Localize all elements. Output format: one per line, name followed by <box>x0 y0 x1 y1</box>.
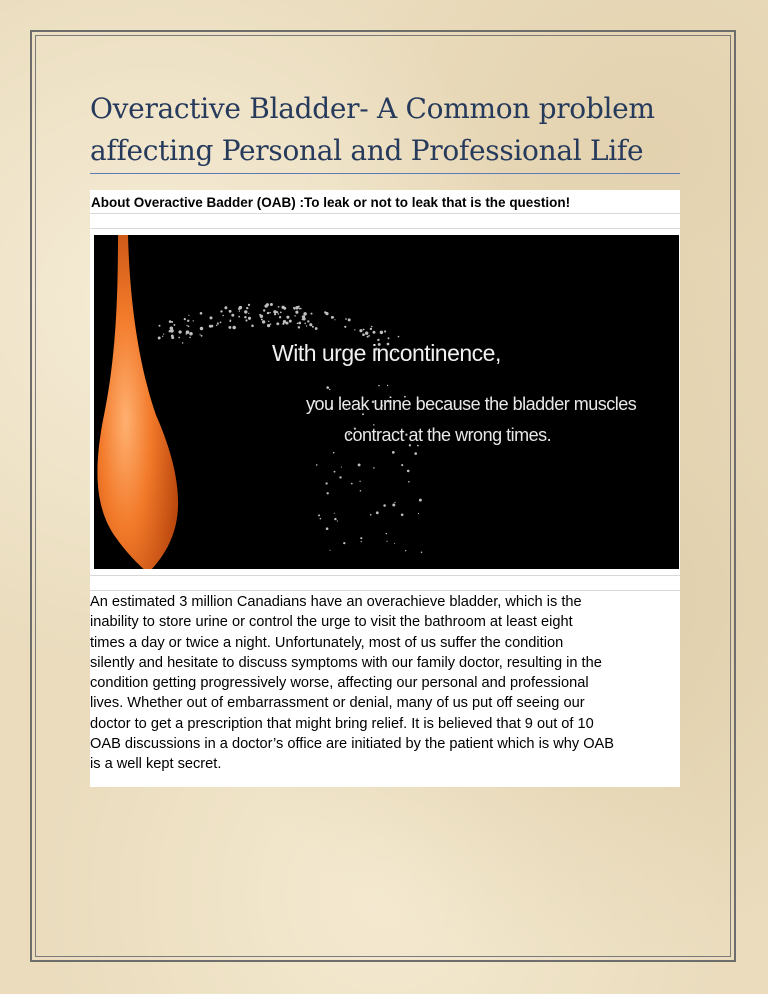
splash-droplet <box>359 329 362 332</box>
splash-droplet <box>384 330 386 332</box>
splash-droplet <box>281 306 284 309</box>
splash-droplet <box>239 310 241 312</box>
splash-droplet <box>363 329 365 331</box>
splash-droplet <box>339 476 341 478</box>
splash-droplet <box>383 504 386 507</box>
splash-droplet <box>189 337 191 339</box>
body-line: An estimated 3 million Canadians have an overachieve bladder, which is the <box>90 594 582 610</box>
splash-droplet <box>299 308 301 310</box>
splash-droplet <box>306 325 307 326</box>
splash-droplet <box>392 504 395 507</box>
splash-droplet <box>263 309 265 311</box>
splash-droplet <box>351 483 353 485</box>
splash-droplet <box>311 313 313 315</box>
title-line-1: Overactive Bladder- A Common problem <box>90 92 655 125</box>
splash-droplet <box>289 320 292 323</box>
splash-droplet <box>178 337 180 339</box>
splash-droplet <box>298 326 300 328</box>
splash-droplet <box>392 451 395 454</box>
splash-droplet <box>273 310 276 313</box>
splash-droplet <box>331 316 334 319</box>
splash-droplet <box>278 306 280 308</box>
splash-droplet <box>398 336 400 338</box>
incontinence-illustration <box>94 235 679 569</box>
splash-droplet <box>365 332 368 335</box>
splash-droplet <box>345 318 347 320</box>
splash-droplet <box>405 550 406 551</box>
splash-droplet <box>312 326 314 328</box>
splash-droplet <box>266 303 269 306</box>
splash-droplet <box>329 550 330 551</box>
splash-droplet <box>320 518 322 520</box>
splash-droplet <box>267 312 269 314</box>
splash-droplet <box>371 326 373 328</box>
splash-droplet <box>279 316 281 318</box>
splash-droplet <box>309 323 312 326</box>
splash-droplet <box>188 326 190 328</box>
splash-droplet <box>304 323 306 325</box>
splash-droplet <box>248 304 250 306</box>
splash-droplet <box>229 310 232 313</box>
splash-droplet <box>244 310 247 313</box>
splash-droplet <box>210 316 213 319</box>
splash-droplet <box>186 325 187 326</box>
splash-droplet <box>217 323 218 324</box>
splash-droplet <box>298 322 301 325</box>
splash-droplet <box>261 318 263 320</box>
splash-droplet <box>407 470 410 473</box>
splash-droplet <box>329 389 330 390</box>
splash-droplet <box>294 308 296 310</box>
splash-droplet <box>259 314 261 316</box>
caption-line-3: contract at the wrong times. <box>344 425 552 445</box>
splash-droplet <box>187 320 189 322</box>
splash-droplet <box>307 320 309 322</box>
splash-droplet <box>318 514 320 516</box>
splash-droplet <box>334 319 335 320</box>
splash-droplet <box>315 327 318 330</box>
splash-droplet <box>248 317 251 320</box>
body-line: doctor to get a prescription that might bring relief. It is believed that 9 out of 10 <box>90 715 594 732</box>
splash-droplet <box>200 312 203 315</box>
page-title <box>90 88 690 172</box>
splash-droplet <box>162 336 163 337</box>
splash-droplet <box>343 542 345 544</box>
splash-droplet <box>294 315 295 316</box>
splash-droplet <box>295 311 298 314</box>
splash-droplet <box>325 482 327 484</box>
splash-droplet <box>280 312 282 314</box>
splash-droplet <box>228 326 231 329</box>
splash-droplet <box>387 385 388 386</box>
splash-droplet <box>334 513 335 514</box>
body-line: silently and hesitate to discuss symptoms with our family doctor, resulting in the <box>90 654 602 671</box>
splash-droplet <box>394 543 395 544</box>
splash-droplet <box>337 520 338 521</box>
splash-droplet <box>163 334 164 335</box>
splash-droplet <box>222 315 224 317</box>
splash-droplet <box>201 335 203 337</box>
splash-droplet <box>401 514 404 517</box>
splash-droplet <box>368 335 370 337</box>
splash-droplet <box>200 327 204 331</box>
splash-droplet <box>376 511 379 514</box>
splash-droplet <box>171 336 174 339</box>
splash-droplet <box>238 316 240 318</box>
splash-droplet <box>324 311 326 313</box>
caption-headline: With urge incontinence, <box>272 340 501 366</box>
splash-droplet <box>370 328 372 330</box>
splash-droplet <box>169 320 172 323</box>
splash-droplet <box>158 337 161 340</box>
splash-droplet <box>178 330 181 333</box>
splash-droplet <box>360 490 362 492</box>
body-line: inability to store urine or control the urge to visit the bathroom at least eight <box>90 614 573 631</box>
splash-droplet <box>394 502 395 503</box>
table-divider <box>90 213 680 214</box>
splash-droplet <box>386 541 387 542</box>
splash-droplet <box>246 307 247 308</box>
body-line: times a day or twice a night. Unfortunately, most of us suffer the condition <box>90 634 564 651</box>
splash-droplet <box>421 551 423 553</box>
splash-droplet <box>327 492 329 494</box>
caption-line-2: you leak urine because the bladder muscles <box>306 394 637 414</box>
body-line: condition getting progressively worse, affecting our personal and professional <box>90 675 589 692</box>
body-paragraph <box>90 592 680 775</box>
splash-droplet <box>316 464 318 466</box>
splash-droplet <box>341 467 342 468</box>
splash-droplet <box>419 499 422 502</box>
splash-droplet <box>229 320 231 322</box>
splash-droplet <box>170 327 174 331</box>
splash-droplet <box>199 334 200 335</box>
splash-droplet <box>348 318 351 321</box>
section-subheading: About Overactive Badder (OAB) :To leak or not to leak that is the question! <box>91 195 571 210</box>
splash-droplet <box>193 320 194 321</box>
splash-droplet <box>189 332 193 336</box>
table-divider <box>90 575 680 576</box>
splash-droplet <box>401 464 403 466</box>
splash-droplet <box>159 325 161 327</box>
splash-droplet <box>244 316 246 318</box>
splash-droplet <box>263 321 265 323</box>
splash-droplet <box>358 463 361 466</box>
table-divider <box>90 228 680 229</box>
splash-droplet <box>188 315 189 316</box>
splash-droplet <box>220 322 222 324</box>
splash-droplet <box>216 325 218 327</box>
splash-droplet <box>354 329 355 330</box>
splash-droplet <box>251 325 254 328</box>
splash-droplet <box>238 307 241 310</box>
body-line: lives. Whether out of embarrassment or denial, many of us put off seeing our <box>90 695 585 712</box>
splash-droplet <box>303 312 306 315</box>
splash-droplet <box>171 321 173 323</box>
splash-droplet <box>418 513 419 514</box>
splash-droplet <box>231 314 234 317</box>
splash-droplet <box>224 306 227 309</box>
splash-droplet <box>186 333 187 334</box>
body-line: is a well kept secret. <box>90 756 222 773</box>
splash-droplet <box>362 333 365 336</box>
splash-droplet <box>361 541 362 542</box>
splash-droplet <box>270 323 271 324</box>
splash-droplet <box>297 323 299 325</box>
splash-droplet <box>359 481 360 482</box>
splash-droplet <box>220 310 222 312</box>
splash-droplet <box>344 326 346 328</box>
splash-droplet <box>373 467 375 469</box>
splash-droplet <box>245 319 247 321</box>
splash-droplet <box>184 318 186 320</box>
splash-droplet <box>286 316 289 319</box>
splash-droplet <box>386 533 387 534</box>
splash-droplet <box>232 326 236 330</box>
title-line-2: affecting Personal and Professional Life <box>90 134 644 167</box>
splash-droplet <box>269 312 271 314</box>
splash-droplet <box>370 514 372 516</box>
splash-droplet <box>173 324 175 326</box>
splash-droplet <box>169 330 171 332</box>
splash-droplet <box>298 306 300 308</box>
splash-droplet <box>378 385 379 386</box>
table-divider <box>90 590 680 591</box>
title-underline <box>90 173 680 174</box>
splash-droplet <box>380 331 383 334</box>
splash-droplet <box>333 452 335 454</box>
splash-droplet <box>334 518 336 520</box>
splash-droplet <box>408 481 410 483</box>
splash-droplet <box>414 452 417 455</box>
splash-droplet <box>270 303 273 306</box>
splash-droplet <box>248 313 249 314</box>
splash-droplet <box>286 322 289 325</box>
body-line: OAB discussions in a doctor’s office are initiated by the patient which is why OAB <box>90 736 615 753</box>
splash-droplet <box>373 331 376 334</box>
splash-droplet <box>360 537 362 539</box>
splash-droplet <box>326 386 329 389</box>
splash-droplet <box>302 315 305 318</box>
splash-droplet <box>278 313 279 314</box>
splash-droplet <box>276 322 279 325</box>
splash-droplet <box>267 324 270 327</box>
splash-droplet <box>326 527 329 530</box>
splash-droplet <box>211 325 214 328</box>
splash-droplet <box>268 321 269 322</box>
splash-droplet <box>182 342 183 343</box>
splash-droplet <box>334 471 336 473</box>
splash-droplet <box>388 337 390 339</box>
